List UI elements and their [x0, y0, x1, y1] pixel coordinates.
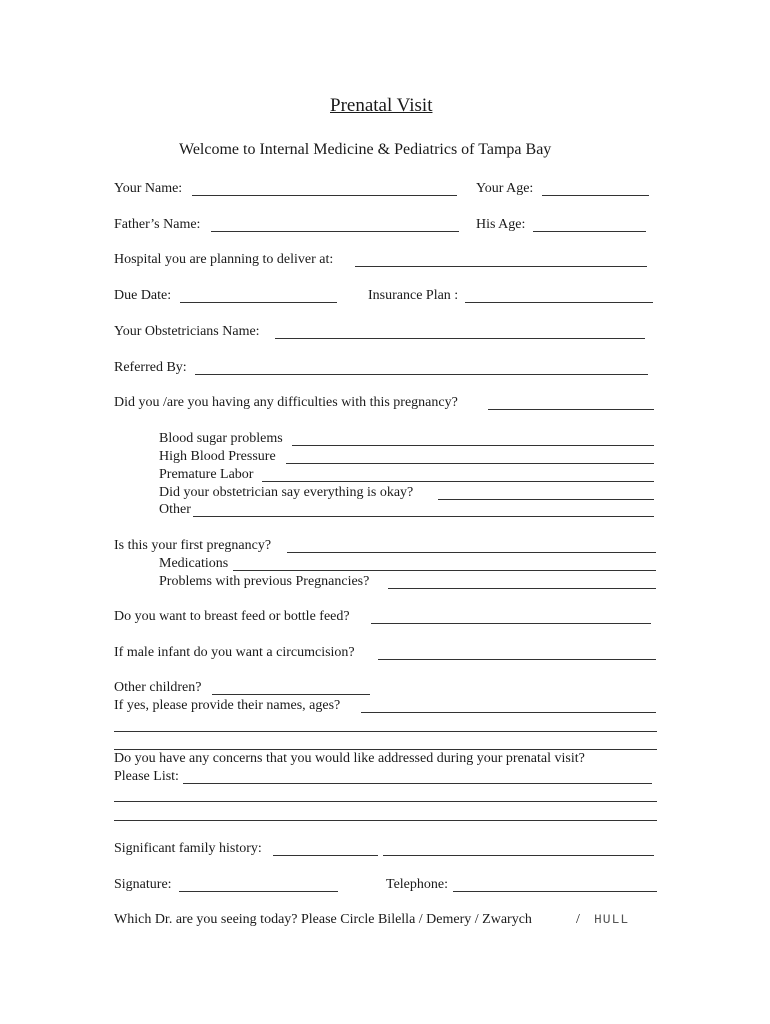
concerns-label: Do you have any concerns that you would like addressed during your prenatal visit?: [114, 751, 585, 766]
referred-by-field[interactable]: [195, 374, 648, 375]
first-pregnancy-field[interactable]: [287, 552, 656, 553]
please-list-label: Please List:: [114, 769, 179, 784]
obstetricians-name-field[interactable]: [275, 338, 645, 339]
breast-bottle-field[interactable]: [371, 623, 651, 624]
signature-label: Signature:: [114, 877, 172, 892]
medications-field[interactable]: [233, 570, 656, 571]
other-field[interactable]: [193, 516, 654, 517]
concerns-line-3[interactable]: [114, 820, 657, 821]
difficulties-label: Did you /are you having any difficulties with this pregnancy?: [114, 395, 458, 410]
concerns-line-2[interactable]: [114, 801, 657, 802]
your-name-label: Your Name:: [114, 181, 183, 196]
children-names-field[interactable]: [361, 712, 656, 713]
fathers-name-field[interactable]: [211, 231, 459, 232]
breast-bottle-label: Do you want to breast feed or bottle feed?: [114, 609, 350, 624]
your-age-field[interactable]: [542, 195, 649, 196]
difficulties-field[interactable]: [488, 409, 654, 410]
other-children-field[interactable]: [212, 694, 370, 695]
his-age-label: His Age:: [476, 217, 526, 232]
children-names-label: If yes, please provide their names, ages?: [114, 698, 341, 713]
family-history-label: Significant family history:: [114, 841, 262, 856]
blood-sugar-field[interactable]: [292, 445, 654, 446]
children-names-line-2[interactable]: [114, 731, 657, 732]
high-bp-field[interactable]: [286, 463, 654, 464]
other-children-label: Other children?: [114, 680, 202, 695]
your-name-field[interactable]: [192, 195, 457, 196]
hospital-label: Hospital you are planning to deliver at:: [114, 252, 334, 267]
obstetrician-ok-label: Did your obstetrician say everything is okay?: [159, 485, 414, 500]
premature-labor-field[interactable]: [262, 481, 654, 482]
medications-label: Medications: [159, 556, 229, 571]
circumcision-field[interactable]: [378, 659, 656, 660]
your-age-label: Your Age:: [476, 181, 534, 196]
signature-field[interactable]: [179, 891, 338, 892]
page-title: Prenatal Visit: [330, 95, 433, 116]
insurance-plan-label: Insurance Plan :: [368, 288, 459, 303]
due-date-field[interactable]: [180, 302, 337, 303]
dr-option-hull[interactable]: HULL: [594, 912, 630, 927]
welcome-heading: Welcome to Internal Medicine & Pediatrics of Tampa Bay: [179, 141, 552, 158]
previous-problems-field[interactable]: [388, 588, 656, 589]
which-dr-label: Which Dr. are you seeing today? Please Circle Bilella / Demery / Zwarych: [114, 912, 532, 927]
high-bp-label: High Blood Pressure: [159, 449, 276, 464]
first-pregnancy-label: Is this your first pregnancy?: [114, 538, 272, 553]
family-history-field-2[interactable]: [383, 855, 654, 856]
premature-labor-label: Premature Labor: [159, 467, 254, 482]
insurance-plan-field[interactable]: [465, 302, 653, 303]
previous-problems-label: Problems with previous Pregnancies?: [159, 574, 370, 589]
referred-by-label: Referred By:: [114, 360, 187, 375]
dr-separator: /: [576, 912, 580, 927]
children-names-line-3[interactable]: [114, 749, 657, 750]
please-list-field[interactable]: [183, 783, 652, 784]
telephone-field[interactable]: [453, 891, 657, 892]
obstetrician-ok-field[interactable]: [438, 499, 654, 500]
his-age-field[interactable]: [533, 231, 646, 232]
hospital-field[interactable]: [355, 266, 647, 267]
family-history-field[interactable]: [273, 855, 378, 856]
obstetricians-name-label: Your Obstetricians Name:: [114, 324, 260, 339]
blood-sugar-label: Blood sugar problems: [159, 431, 283, 446]
fathers-name-label: Father’s Name:: [114, 217, 201, 232]
due-date-label: Due Date:: [114, 288, 172, 303]
other-label: Other: [159, 502, 191, 517]
circumcision-label: If male infant do you want a circumcision?: [114, 645, 355, 660]
telephone-label: Telephone:: [386, 877, 448, 892]
